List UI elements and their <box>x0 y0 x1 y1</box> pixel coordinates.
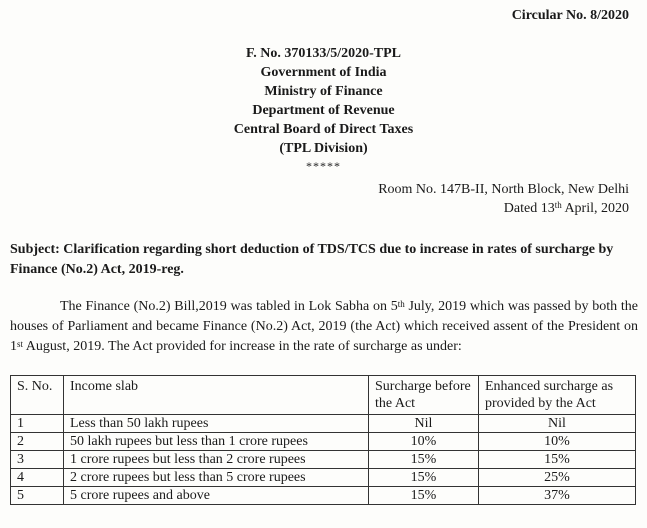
header-sno: S. No. <box>11 376 64 415</box>
body-paragraph <box>10 297 638 357</box>
header-enhanced-surcharge: Enhanced surcharge as provided by the Act <box>479 376 636 415</box>
para-ordinal-1: th <box>397 299 405 309</box>
cell-income-slab: 50 lakh rupees but less than 1 crore rupees <box>64 433 369 451</box>
cell-sno: 2 <box>11 433 64 451</box>
cell-enhanced-surcharge: 10% <box>479 433 636 451</box>
header-separator: ***** <box>306 159 341 173</box>
header-government: Government of India <box>260 65 387 80</box>
cell-income-slab: Less than 50 lakh rupees <box>64 415 369 433</box>
file-number: F. No. 370133/5/2020-TPL <box>245 46 402 61</box>
address-block <box>378 180 629 218</box>
cell-sno: 3 <box>11 451 64 469</box>
table-row <box>11 415 636 433</box>
subject-line: Subject: Clarification regarding short deduction of TDS/TCS due to increase in rates of surcharge by Finance (No.2) Act, 2019-reg. <box>10 242 614 277</box>
table-row <box>11 451 636 469</box>
surcharge-table <box>10 375 636 505</box>
cell-income-slab: 5 crore rupees and above <box>64 487 369 505</box>
table-row <box>11 469 636 487</box>
cell-surcharge-before: 15% <box>369 487 479 505</box>
date-prefix: Dated 13 <box>503 201 555 216</box>
cell-income-slab: 2 crore rupees but less than 5 crore rupees <box>64 469 369 487</box>
para-text-2: July, 2019 which was passed by both the houses of Parliament and became Finance (No.2) Act, 2019 (the Act) which received assent of the President on 1 <box>10 299 638 354</box>
header-surcharge-before: Surcharge before the Act <box>369 376 479 415</box>
cell-sno: 5 <box>11 487 64 505</box>
para-text-1: The Finance (No.2) Bill,2019 was tabled in Lok Sabha on 5 <box>60 299 398 314</box>
date-line <box>378 199 629 218</box>
cell-surcharge-before: 15% <box>369 451 479 469</box>
header-department: Department of Revenue <box>252 103 395 118</box>
cell-surcharge-before: 15% <box>369 469 479 487</box>
cell-enhanced-surcharge: Nil <box>479 415 636 433</box>
para-ordinal-2: st <box>17 339 24 349</box>
cell-surcharge-before: 10% <box>369 433 479 451</box>
header-division: (TPL Division) <box>279 141 368 156</box>
office-address: Room No. 147B-II, North Block, New Delhi <box>378 182 629 197</box>
document-header <box>0 44 647 174</box>
cell-income-slab: 1 crore rupees but less than 2 crore rupees <box>64 451 369 469</box>
cell-sno: 1 <box>11 415 64 433</box>
cell-sno: 4 <box>11 469 64 487</box>
cell-surcharge-before: Nil <box>369 415 479 433</box>
cell-enhanced-surcharge: 15% <box>479 451 636 469</box>
cell-enhanced-surcharge: 25% <box>479 469 636 487</box>
cell-enhanced-surcharge: 37% <box>479 487 636 505</box>
header-board: Central Board of Direct Taxes <box>233 122 414 137</box>
table-row <box>11 487 636 505</box>
circular-number: Circular No. 8/2020 <box>511 8 629 23</box>
table-header-row <box>11 376 636 415</box>
table-row <box>11 433 636 451</box>
date-ordinal: th <box>554 200 562 210</box>
para-text-3: August, 2019. The Act provided for increase in the rate of surcharge as under: <box>23 339 462 354</box>
header-ministry: Ministry of Finance <box>264 84 383 99</box>
header-income-slab: Income slab <box>64 376 369 415</box>
date-suffix: April, 2020 <box>561 201 629 216</box>
